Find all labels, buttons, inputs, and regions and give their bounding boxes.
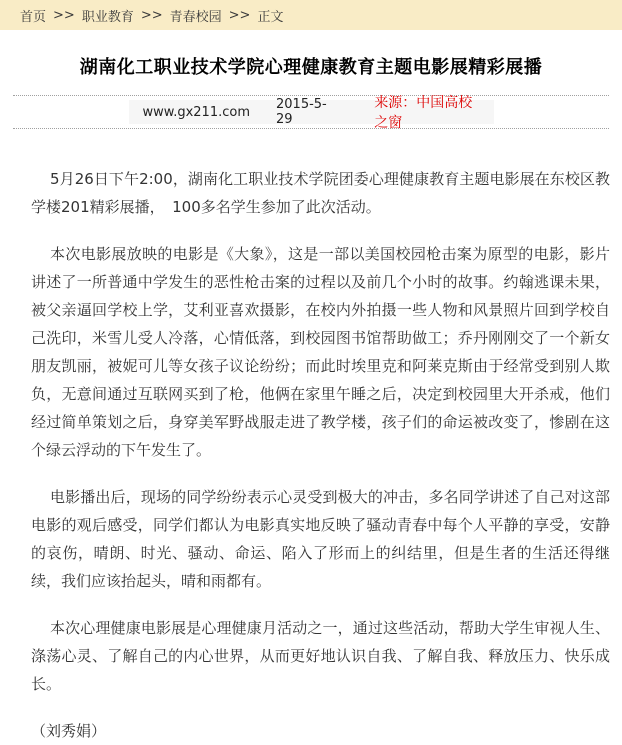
article-source: 来源：中国高校之窗: [374, 95, 473, 131]
article-meta: [129, 95, 494, 131]
breadcrumb-item-youth-campus[interactable]: 青春校园: [169, 9, 222, 25]
article-meta-bar: [13, 95, 609, 129]
article-paragraph: 电影播出后，现场的同学纷纷表示心灵受到极大的冲击，多名同学讲述了自己对这部电影的观后感受，同学们都认为电影真实地反映了骚动青春中每个人平静的享受，安静的哀伤，晴朗、时光、骚动、命运、陷入了形而上的纠结里，但是生者的生活还得继续，我们应该抬起头，晴和雨都有。: [31, 488, 610, 590]
article-title: 湖南化工职业技术学院心理健康教育主题电影展精彩展播: [79, 57, 543, 78]
publish-date: 2015-5-29: [276, 97, 327, 127]
breadcrumb-item-home[interactable]: 首页: [20, 9, 47, 25]
article-signature: （刘秀娟）: [31, 722, 107, 740]
breadcrumb-item-current-article: 正文: [257, 9, 284, 25]
site-url: www.gx211.com: [142, 104, 250, 120]
breadcrumb-separator: >>: [140, 7, 163, 23]
article-body: [0, 129, 622, 745]
article-paragraph: 本次电影展放映的电影是《大象》，这是一部以美国校园枪击案为原型的电影，影片讲述了一所普通中学发生的恶性枪击案的过程以及前几个小时的故事。约翰逃课未果，被父亲逼回学校上学，艾利亚喜欢摄影，在校内外拍摄一些人物和风景照片回到学校自己洗印，米雪儿受人冷落，心情低落，到校园图书馆帮助做工；乔丹刚刚交了一个新女朋友凯丽，被妮可儿等女孩子议论纷纷；而此时埃里克和阿莱克斯由于经常受到别人欺负，无意间通过互联网买到了枪，他俩在家里午睡之后，决定到校园里大开杀戒，他们经过简单策划之后，身穿美军野战服走进了教学楼，孩子们的命运被改变了，惨剧在这个绿云浮动的下午发生了。: [31, 245, 610, 459]
breadcrumb-separator: >>: [53, 7, 75, 23]
article-paragraph: 本次心理健康电影展是心理健康月活动之一，通过这些活动，帮助大学生审视人生、涤荡心灵、了解自己的内心世界，从而更好地认识自我、了解自我、释放压力、快乐成长。: [31, 619, 610, 693]
breadcrumb-item-vocational-education[interactable]: 职业教育: [81, 9, 134, 25]
breadcrumb-separator: >>: [228, 7, 251, 23]
article-paragraph: 5月26日下午2:00，湖南化工职业技术学院团委心理健康教育主题电影展在东校区教学楼201精彩展播， 100多名学生参加了此次活动。: [31, 170, 610, 216]
breadcrumb: [0, 0, 622, 30]
